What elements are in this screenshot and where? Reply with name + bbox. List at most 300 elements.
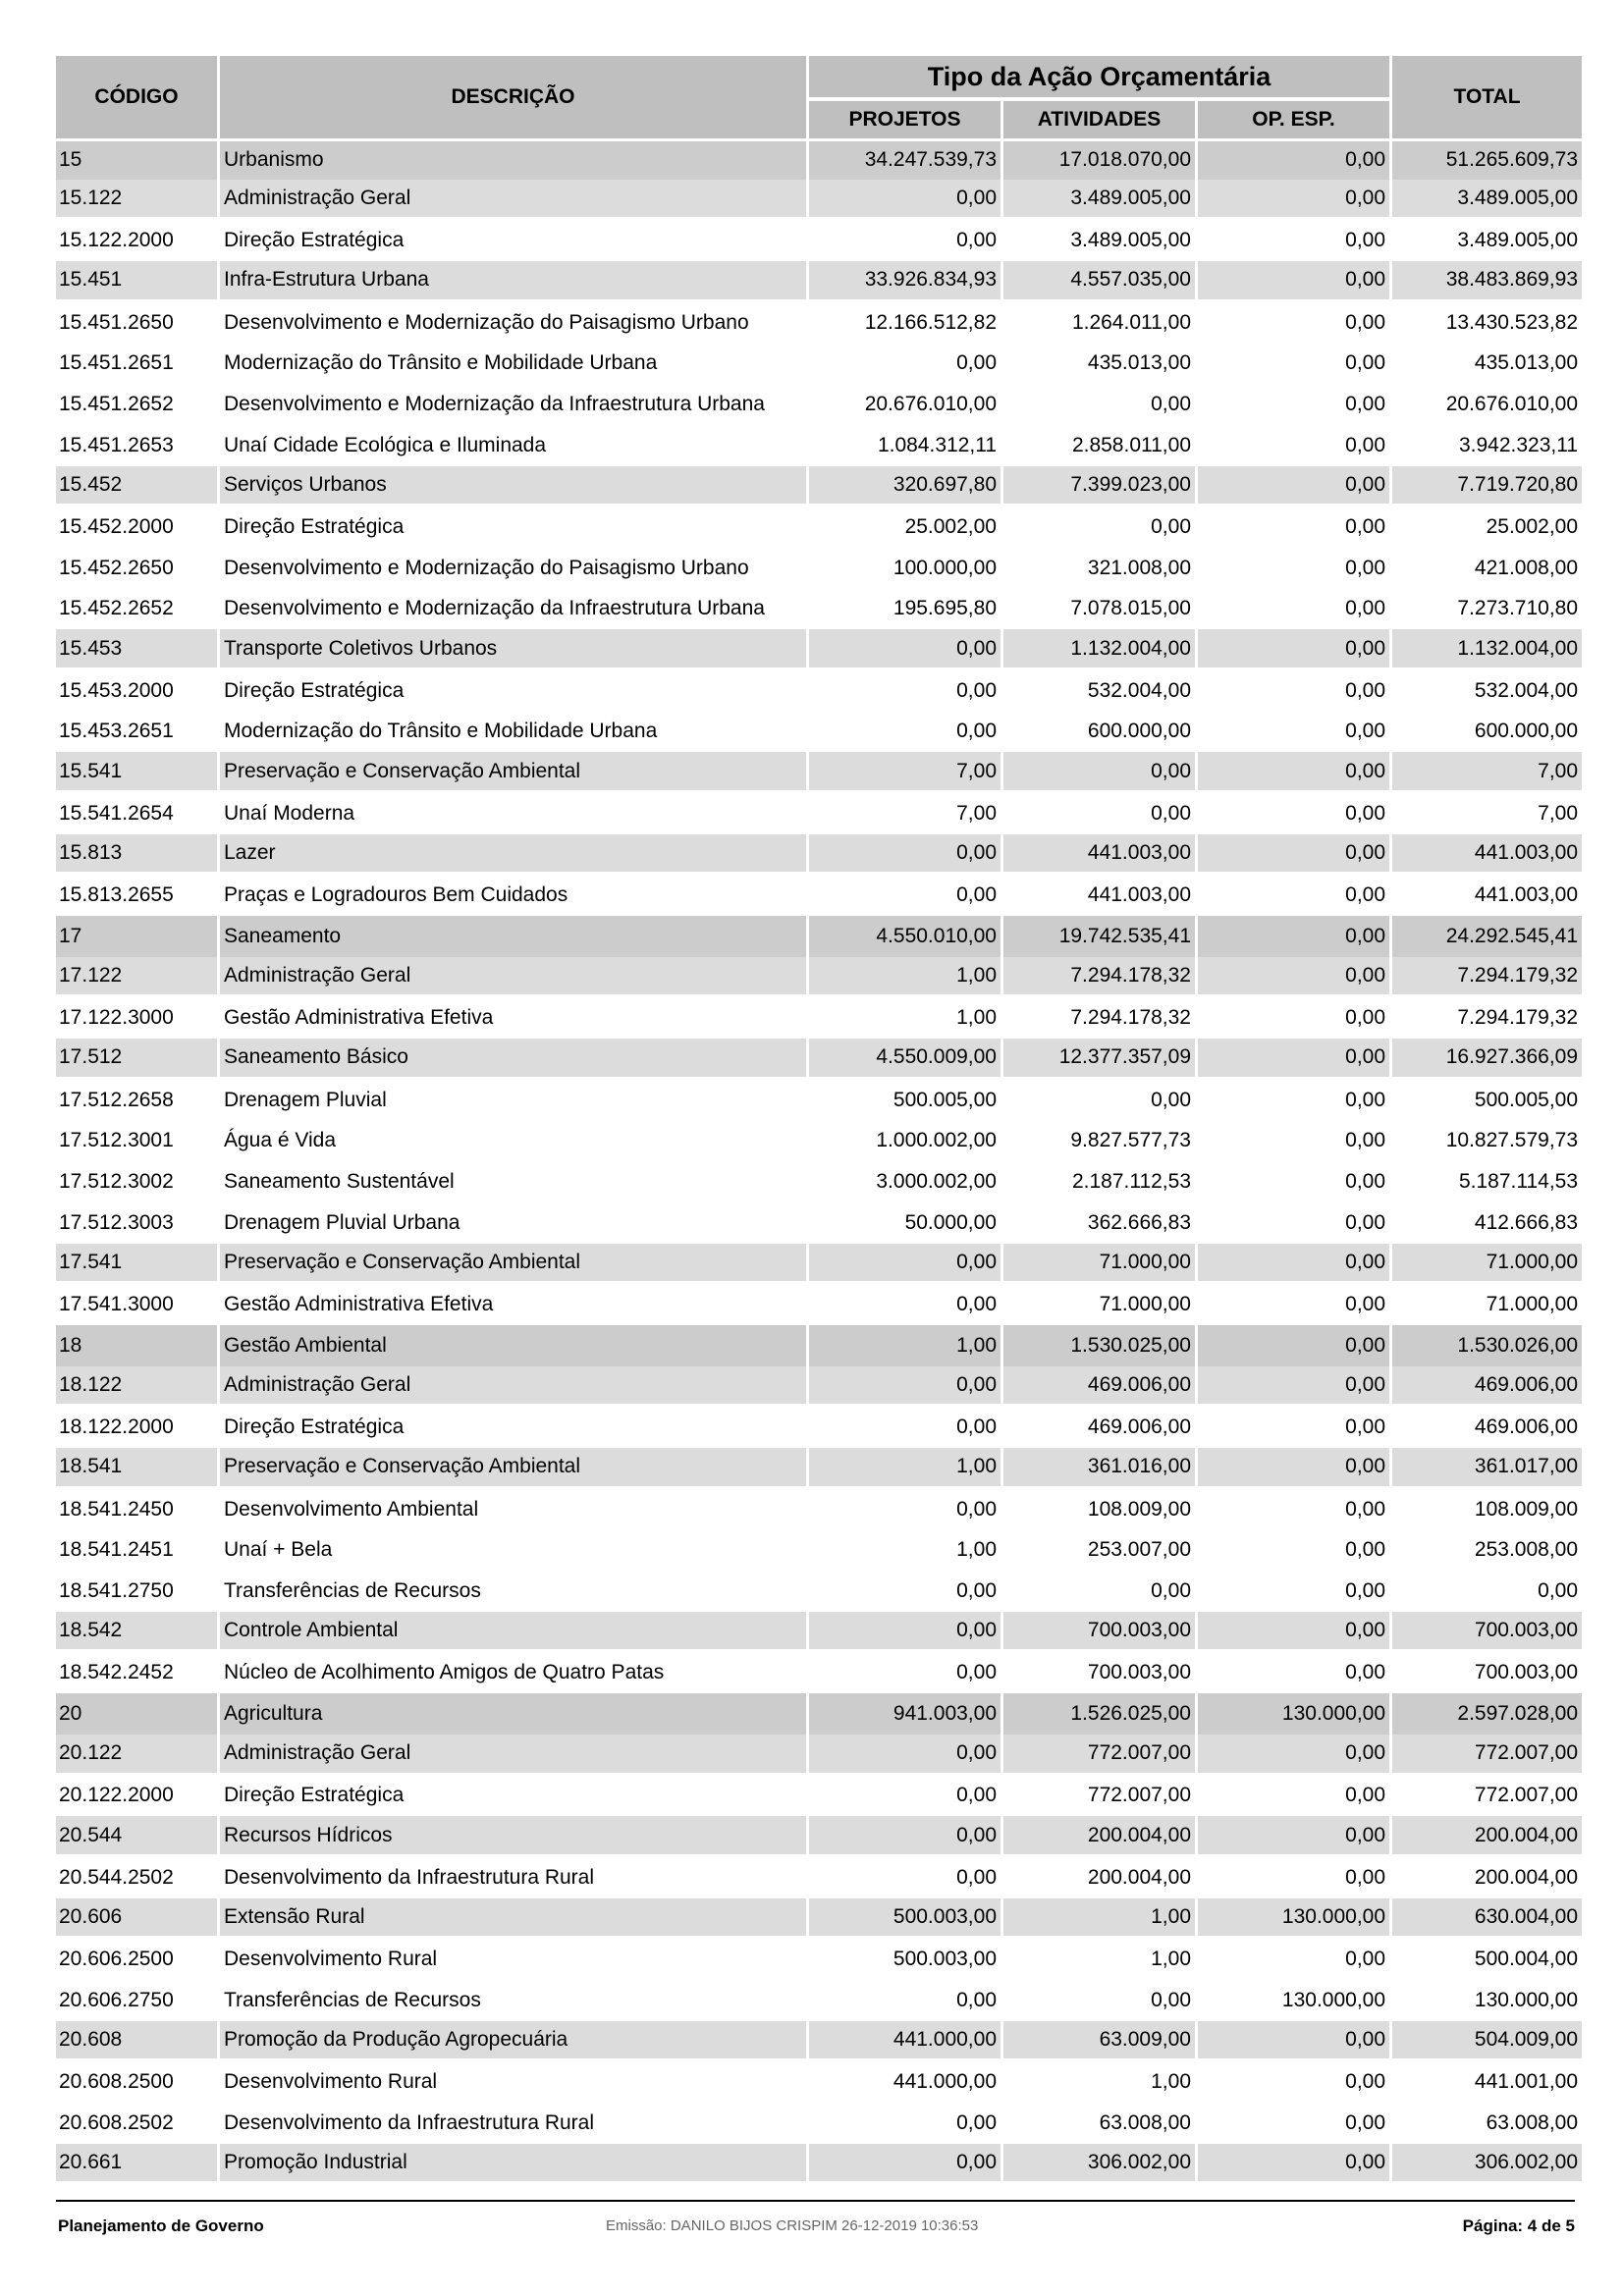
cell-projetos: 0,00 [809, 2103, 1001, 2144]
cell-descricao: Unaí Cidade Ecológica e Iluminada [220, 425, 806, 466]
cell-atividades: 9.827.577,73 [1003, 1121, 1195, 1162]
table-row [56, 589, 1582, 630]
cell-op-esp: 0,00 [1198, 1652, 1389, 1693]
cell-descricao: Direção Estratégica [220, 507, 806, 548]
cell-projetos: 1,00 [809, 1448, 1001, 1489]
cell-codigo: 15.451.2650 [56, 302, 217, 344]
footer-emission: Emissão: DANILO BIJOS CRISPIM 26-12-2019 10:36:53 [606, 2217, 979, 2234]
table-row [56, 1039, 1582, 1080]
cell-op-esp: 0,00 [1198, 1161, 1389, 1202]
header-descricao: DESCRIÇÃO [220, 56, 806, 138]
table-row [56, 425, 1582, 466]
cell-projetos: 4.550.009,00 [809, 1039, 1001, 1080]
cell-descricao: Promoção da Produção Agropecuária [220, 2021, 806, 2062]
cell-atividades: 772.007,00 [1003, 1776, 1195, 1817]
cell-total: 20.676.010,00 [1392, 384, 1582, 425]
cell-descricao: Direção Estratégica [220, 1776, 806, 1817]
cell-codigo: 15.122.2000 [56, 220, 217, 261]
cell-op-esp: 0,00 [1198, 548, 1389, 589]
cell-codigo: 17.512.3003 [56, 1202, 217, 1244]
cell-projetos: 0,00 [809, 180, 1001, 221]
cell-codigo: 15.541.2654 [56, 793, 217, 834]
cell-projetos: 941.003,00 [809, 1693, 1001, 1735]
footer-department: Planejamento de Governo [58, 2216, 264, 2235]
table-row [56, 302, 1582, 344]
table-row [56, 712, 1582, 753]
cell-projetos: 0,00 [809, 1612, 1001, 1653]
cell-atividades: 63.008,00 [1003, 2103, 1195, 2144]
cell-descricao: Direção Estratégica [220, 220, 806, 261]
cell-projetos: 0,00 [809, 1776, 1001, 1817]
cell-descricao: Saneamento [220, 916, 806, 957]
cell-total: 630.004,00 [1392, 1898, 1582, 1940]
cell-projetos: 0,00 [809, 220, 1001, 261]
cell-atividades: 700.003,00 [1003, 1652, 1195, 1693]
cell-projetos: 7,00 [809, 752, 1001, 793]
cell-atividades: 1.264.011,00 [1003, 302, 1195, 344]
cell-atividades: 700.003,00 [1003, 1612, 1195, 1653]
table-row [56, 1857, 1582, 1898]
cell-total: 63.008,00 [1392, 2103, 1582, 2144]
cell-op-esp: 0,00 [1198, 1816, 1389, 1857]
cell-descricao: Drenagem Pluvial [220, 1080, 806, 1121]
table-row [56, 1080, 1582, 1121]
cell-codigo: 20.608 [56, 2021, 217, 2062]
cell-total: 25.002,00 [1392, 507, 1582, 548]
table-row [56, 1529, 1582, 1571]
cell-total: 306.002,00 [1392, 2144, 1582, 2185]
cell-op-esp: 0,00 [1198, 2144, 1389, 2185]
cell-atividades: 2.858.011,00 [1003, 425, 1195, 466]
cell-atividades: 1.526.025,00 [1003, 1693, 1195, 1735]
cell-projetos: 0,00 [809, 1489, 1001, 1530]
cell-codigo: 15.813.2655 [56, 875, 217, 916]
cell-descricao: Desenvolvimento Rural [220, 1939, 806, 1980]
cell-projetos: 100.000,00 [809, 548, 1001, 589]
cell-projetos: 7,00 [809, 793, 1001, 834]
cell-total: 441.003,00 [1392, 875, 1582, 916]
cell-descricao: Desenvolvimento Ambiental [220, 1489, 806, 1530]
cell-descricao: Desenvolvimento da Infraestrutura Rural [220, 1857, 806, 1898]
cell-codigo: 20.608.2500 [56, 2061, 217, 2103]
cell-codigo: 15.122 [56, 180, 217, 221]
cell-descricao: Núcleo de Acolhimento Amigos de Quatro Patas [220, 1652, 806, 1693]
cell-total: 24.292.545,41 [1392, 916, 1582, 957]
cell-total: 7.294.179,32 [1392, 997, 1582, 1039]
cell-atividades: 7.294.178,32 [1003, 957, 1195, 998]
cell-codigo: 15.452.2652 [56, 589, 217, 630]
table-row [56, 1325, 1582, 1366]
table-row [56, 1244, 1582, 1285]
footer-page-number: Página: 4 de 5 [1462, 2216, 1575, 2235]
cell-total: 700.003,00 [1392, 1652, 1582, 1693]
cell-codigo: 20.544.2502 [56, 1857, 217, 1898]
cell-total: 7,00 [1392, 752, 1582, 793]
cell-projetos: 0,00 [809, 1816, 1001, 1857]
cell-atividades: 71.000,00 [1003, 1284, 1195, 1325]
cell-descricao: Transferências de Recursos [220, 1980, 806, 2021]
cell-descricao: Unaí + Bela [220, 1529, 806, 1571]
cell-op-esp: 0,00 [1198, 1612, 1389, 1653]
cell-atividades: 3.489.005,00 [1003, 220, 1195, 261]
cell-descricao: Drenagem Pluvial Urbana [220, 1202, 806, 1244]
cell-projetos: 34.247.539,73 [809, 138, 1001, 180]
table-row [56, 834, 1582, 876]
cell-total: 435.013,00 [1392, 343, 1582, 384]
table-row [56, 1652, 1582, 1693]
cell-op-esp: 0,00 [1198, 1571, 1389, 1612]
cell-op-esp: 0,00 [1198, 1489, 1389, 1530]
table-row [56, 670, 1582, 712]
cell-total: 10.827.579,73 [1392, 1121, 1582, 1162]
cell-total: 3.489.005,00 [1392, 180, 1582, 221]
table-row [56, 1284, 1582, 1325]
cell-total: 71.000,00 [1392, 1244, 1582, 1285]
cell-atividades: 200.004,00 [1003, 1857, 1195, 1898]
cell-atividades: 1.132.004,00 [1003, 629, 1195, 670]
table-row [56, 548, 1582, 589]
cell-codigo: 15.813 [56, 834, 217, 876]
cell-atividades: 361.016,00 [1003, 1448, 1195, 1489]
cell-projetos: 0,00 [809, 1735, 1001, 1776]
cell-atividades: 19.742.535,41 [1003, 916, 1195, 957]
cell-descricao: Desenvolvimento Rural [220, 2061, 806, 2103]
table-row [56, 875, 1582, 916]
cell-descricao: Direção Estratégica [220, 1407, 806, 1448]
cell-codigo: 18.122 [56, 1366, 217, 1408]
cell-op-esp: 0,00 [1198, 1284, 1389, 1325]
cell-descricao: Saneamento Básico [220, 1039, 806, 1080]
cell-descricao: Desenvolvimento e Modernização do Paisagismo Urbano [220, 548, 806, 589]
cell-atividades: 532.004,00 [1003, 670, 1195, 712]
cell-codigo: 18.542.2452 [56, 1652, 217, 1693]
cell-codigo: 18.541.2451 [56, 1529, 217, 1571]
cell-codigo: 20 [56, 1693, 217, 1735]
table-row [56, 466, 1582, 507]
cell-projetos: 0,00 [809, 2144, 1001, 2185]
cell-descricao: Lazer [220, 834, 806, 876]
cell-descricao: Administração Geral [220, 180, 806, 221]
cell-projetos: 0,00 [809, 670, 1001, 712]
cell-atividades: 441.003,00 [1003, 834, 1195, 876]
table-row [56, 1366, 1582, 1408]
table-row [56, 1202, 1582, 1244]
cell-projetos: 0,00 [809, 875, 1001, 916]
cell-codigo: 15.451.2651 [56, 343, 217, 384]
cell-atividades: 253.007,00 [1003, 1529, 1195, 1571]
cell-op-esp: 130.000,00 [1198, 1980, 1389, 2021]
cell-codigo: 17.512.2658 [56, 1080, 217, 1121]
cell-descricao: Preservação e Conservação Ambiental [220, 1448, 806, 1489]
cell-op-esp: 130.000,00 [1198, 1693, 1389, 1735]
table-row [56, 752, 1582, 793]
cell-atividades: 435.013,00 [1003, 343, 1195, 384]
budget-table [53, 56, 1585, 2184]
table-row [56, 2021, 1582, 2062]
cell-atividades: 1,00 [1003, 2061, 1195, 2103]
table-row [56, 997, 1582, 1039]
cell-descricao: Administração Geral [220, 1735, 806, 1776]
cell-total: 469.006,00 [1392, 1366, 1582, 1408]
cell-atividades: 0,00 [1003, 1571, 1195, 1612]
table-row [56, 2061, 1582, 2103]
cell-total: 441.003,00 [1392, 834, 1582, 876]
cell-codigo: 18.541.2750 [56, 1571, 217, 1612]
cell-total: 421.008,00 [1392, 548, 1582, 589]
cell-descricao: Praças e Logradouros Bem Cuidados [220, 875, 806, 916]
cell-projetos: 0,00 [809, 712, 1001, 753]
cell-projetos: 1,00 [809, 957, 1001, 998]
cell-codigo: 15.453.2651 [56, 712, 217, 753]
cell-projetos: 195.695,80 [809, 589, 1001, 630]
cell-projetos: 500.003,00 [809, 1939, 1001, 1980]
cell-total: 500.004,00 [1392, 1939, 1582, 1980]
cell-projetos: 0,00 [809, 1571, 1001, 1612]
cell-atividades: 0,00 [1003, 1980, 1195, 2021]
cell-projetos: 1.000.002,00 [809, 1121, 1001, 1162]
table-row [56, 2103, 1582, 2144]
cell-atividades: 17.018.070,00 [1003, 138, 1195, 180]
cell-descricao: Direção Estratégica [220, 670, 806, 712]
cell-total: 441.001,00 [1392, 2061, 1582, 2103]
cell-codigo: 15.452.2000 [56, 507, 217, 548]
cell-projetos: 0,00 [809, 1857, 1001, 1898]
cell-total: 772.007,00 [1392, 1735, 1582, 1776]
cell-total: 200.004,00 [1392, 1816, 1582, 1857]
cell-projetos: 441.000,00 [809, 2061, 1001, 2103]
cell-codigo: 20.661 [56, 2144, 217, 2185]
table-row [56, 1735, 1582, 1776]
cell-op-esp: 0,00 [1198, 2103, 1389, 2144]
cell-projetos: 0,00 [809, 343, 1001, 384]
cell-codigo: 18.541 [56, 1448, 217, 1489]
cell-codigo: 20.606 [56, 1898, 217, 1940]
table-row [56, 343, 1582, 384]
cell-codigo: 15.452.2650 [56, 548, 217, 589]
cell-codigo: 20.544 [56, 1816, 217, 1857]
cell-codigo: 18.122.2000 [56, 1407, 217, 1448]
cell-descricao: Modernização do Trânsito e Mobilidade Urbana [220, 712, 806, 753]
cell-atividades: 469.006,00 [1003, 1407, 1195, 1448]
cell-descricao: Agricultura [220, 1693, 806, 1735]
cell-total: 772.007,00 [1392, 1776, 1582, 1817]
cell-projetos: 0,00 [809, 1366, 1001, 1408]
cell-projetos: 33.926.834,93 [809, 261, 1001, 302]
cell-codigo: 20.606.2500 [56, 1939, 217, 1980]
cell-codigo: 17.541.3000 [56, 1284, 217, 1325]
cell-codigo: 18.541.2450 [56, 1489, 217, 1530]
cell-op-esp: 0,00 [1198, 466, 1389, 507]
cell-projetos: 0,00 [809, 629, 1001, 670]
cell-op-esp: 0,00 [1198, 1039, 1389, 1080]
cell-total: 38.483.869,93 [1392, 261, 1582, 302]
cell-descricao: Unaí Moderna [220, 793, 806, 834]
header-total: TOTAL [1392, 56, 1582, 138]
cell-op-esp: 0,00 [1198, 138, 1389, 180]
cell-projetos: 1,00 [809, 1529, 1001, 1571]
cell-total: 7.719.720,80 [1392, 466, 1582, 507]
cell-projetos: 441.000,00 [809, 2021, 1001, 2062]
cell-atividades: 772.007,00 [1003, 1735, 1195, 1776]
cell-atividades: 12.377.357,09 [1003, 1039, 1195, 1080]
header-op-esp: OP. ESP. [1198, 101, 1389, 138]
table-body [56, 138, 1582, 2184]
table-row [56, 180, 1582, 221]
cell-codigo: 18 [56, 1325, 217, 1366]
cell-codigo: 17.122.3000 [56, 997, 217, 1039]
cell-total: 200.004,00 [1392, 1857, 1582, 1898]
cell-op-esp: 0,00 [1198, 1121, 1389, 1162]
cell-op-esp: 0,00 [1198, 997, 1389, 1039]
cell-descricao: Saneamento Sustentável [220, 1161, 806, 1202]
table-row [56, 1407, 1582, 1448]
table-row [56, 1816, 1582, 1857]
table-row [56, 507, 1582, 548]
cell-descricao: Promoção Industrial [220, 2144, 806, 2185]
cell-atividades: 362.666,83 [1003, 1202, 1195, 1244]
header-tipo-acao: Tipo da Ação Orçamentária [809, 56, 1389, 101]
cell-projetos: 1,00 [809, 997, 1001, 1039]
cell-atividades: 4.557.035,00 [1003, 261, 1195, 302]
cell-codigo: 17.512.3002 [56, 1161, 217, 1202]
cell-op-esp: 0,00 [1198, 302, 1389, 344]
cell-descricao: Desenvolvimento e Modernização da Infraestrutura Urbana [220, 589, 806, 630]
cell-op-esp: 0,00 [1198, 425, 1389, 466]
cell-op-esp: 0,00 [1198, 1529, 1389, 1571]
cell-atividades: 108.009,00 [1003, 1489, 1195, 1530]
table-row [56, 1776, 1582, 1817]
cell-descricao: Extensão Rural [220, 1898, 806, 1940]
cell-projetos: 0,00 [809, 1980, 1001, 2021]
cell-atividades: 1.530.025,00 [1003, 1325, 1195, 1366]
cell-op-esp: 0,00 [1198, 670, 1389, 712]
cell-total: 5.187.114,53 [1392, 1161, 1582, 1202]
cell-total: 108.009,00 [1392, 1489, 1582, 1530]
header-codigo: CÓDIGO [56, 56, 217, 138]
table-row [56, 261, 1582, 302]
cell-atividades: 306.002,00 [1003, 2144, 1195, 2185]
cell-op-esp: 0,00 [1198, 1857, 1389, 1898]
cell-descricao: Modernização do Trânsito e Mobilidade Urbana [220, 343, 806, 384]
cell-atividades: 441.003,00 [1003, 875, 1195, 916]
cell-descricao: Serviços Urbanos [220, 466, 806, 507]
cell-atividades: 0,00 [1003, 752, 1195, 793]
cell-projetos: 0,00 [809, 1244, 1001, 1285]
cell-atividades: 7.078.015,00 [1003, 589, 1195, 630]
cell-descricao: Gestão Ambiental [220, 1325, 806, 1366]
cell-total: 13.430.523,82 [1392, 302, 1582, 344]
cell-atividades: 7.294.178,32 [1003, 997, 1195, 1039]
cell-descricao: Preservação e Conservação Ambiental [220, 1244, 806, 1285]
cell-descricao: Administração Geral [220, 1366, 806, 1408]
table-row [56, 1612, 1582, 1653]
cell-codigo: 17.541 [56, 1244, 217, 1285]
cell-atividades: 7.399.023,00 [1003, 466, 1195, 507]
table-row [56, 793, 1582, 834]
cell-total: 700.003,00 [1392, 1612, 1582, 1653]
cell-op-esp: 0,00 [1198, 1448, 1389, 1489]
page-footer [56, 2200, 1575, 2251]
cell-op-esp: 0,00 [1198, 1080, 1389, 1121]
cell-projetos: 0,00 [809, 834, 1001, 876]
cell-total: 0,00 [1392, 1571, 1582, 1612]
cell-op-esp: 0,00 [1198, 2021, 1389, 2062]
cell-op-esp: 0,00 [1198, 1244, 1389, 1285]
cell-op-esp: 0,00 [1198, 752, 1389, 793]
cell-op-esp: 0,00 [1198, 220, 1389, 261]
cell-atividades: 1,00 [1003, 1939, 1195, 1980]
cell-total: 7.273.710,80 [1392, 589, 1582, 630]
cell-total: 504.009,00 [1392, 2021, 1582, 2062]
cell-total: 600.000,00 [1392, 712, 1582, 753]
cell-codigo: 20.122 [56, 1735, 217, 1776]
cell-op-esp: 0,00 [1198, 875, 1389, 916]
cell-projetos: 1.084.312,11 [809, 425, 1001, 466]
cell-projetos: 3.000.002,00 [809, 1161, 1001, 1202]
table-row [56, 1898, 1582, 1940]
table-header [56, 56, 1582, 138]
cell-op-esp: 0,00 [1198, 793, 1389, 834]
cell-total: 7.294.179,32 [1392, 957, 1582, 998]
cell-projetos: 25.002,00 [809, 507, 1001, 548]
cell-op-esp: 0,00 [1198, 916, 1389, 957]
cell-descricao: Recursos Hídricos [220, 1816, 806, 1857]
cell-op-esp: 0,00 [1198, 834, 1389, 876]
cell-total: 1.530.026,00 [1392, 1325, 1582, 1366]
cell-descricao: Desenvolvimento e Modernização do Paisagismo Urbano [220, 302, 806, 344]
cell-atividades: 2.187.112,53 [1003, 1161, 1195, 1202]
cell-atividades: 0,00 [1003, 507, 1195, 548]
cell-total: 3.942.323,11 [1392, 425, 1582, 466]
cell-op-esp: 0,00 [1198, 2061, 1389, 2103]
cell-total: 71.000,00 [1392, 1284, 1582, 1325]
cell-total: 253.008,00 [1392, 1529, 1582, 1571]
cell-codigo: 20.122.2000 [56, 1776, 217, 1817]
header-projetos: PROJETOS [809, 101, 1001, 138]
table-row [56, 1489, 1582, 1530]
cell-total: 361.017,00 [1392, 1448, 1582, 1489]
cell-codigo: 17.122 [56, 957, 217, 998]
cell-op-esp: 0,00 [1198, 712, 1389, 753]
cell-total: 532.004,00 [1392, 670, 1582, 712]
cell-projetos: 0,00 [809, 1284, 1001, 1325]
cell-descricao: Gestão Administrativa Efetiva [220, 997, 806, 1039]
table-row [56, 220, 1582, 261]
cell-codigo: 15 [56, 138, 217, 180]
cell-descricao: Desenvolvimento e Modernização da Infraestrutura Urbana [220, 384, 806, 425]
cell-codigo: 15.451.2652 [56, 384, 217, 425]
table-row [56, 1161, 1582, 1202]
cell-atividades: 0,00 [1003, 793, 1195, 834]
cell-total: 51.265.609,73 [1392, 138, 1582, 180]
cell-op-esp: 0,00 [1198, 1366, 1389, 1408]
cell-descricao: Transporte Coletivos Urbanos [220, 629, 806, 670]
cell-op-esp: 0,00 [1198, 1325, 1389, 1366]
cell-descricao: Desenvolvimento da Infraestrutura Rural [220, 2103, 806, 2144]
cell-op-esp: 0,00 [1198, 1776, 1389, 1817]
header-atividades: ATIVIDADES [1003, 101, 1195, 138]
cell-op-esp: 0,00 [1198, 1202, 1389, 1244]
cell-descricao: Administração Geral [220, 957, 806, 998]
cell-descricao: Preservação e Conservação Ambiental [220, 752, 806, 793]
cell-op-esp: 0,00 [1198, 1407, 1389, 1448]
table-row [56, 916, 1582, 957]
cell-total: 3.489.005,00 [1392, 220, 1582, 261]
cell-codigo: 18.542 [56, 1612, 217, 1653]
cell-op-esp: 0,00 [1198, 1939, 1389, 1980]
cell-codigo: 15.453 [56, 629, 217, 670]
cell-atividades: 200.004,00 [1003, 1816, 1195, 1857]
